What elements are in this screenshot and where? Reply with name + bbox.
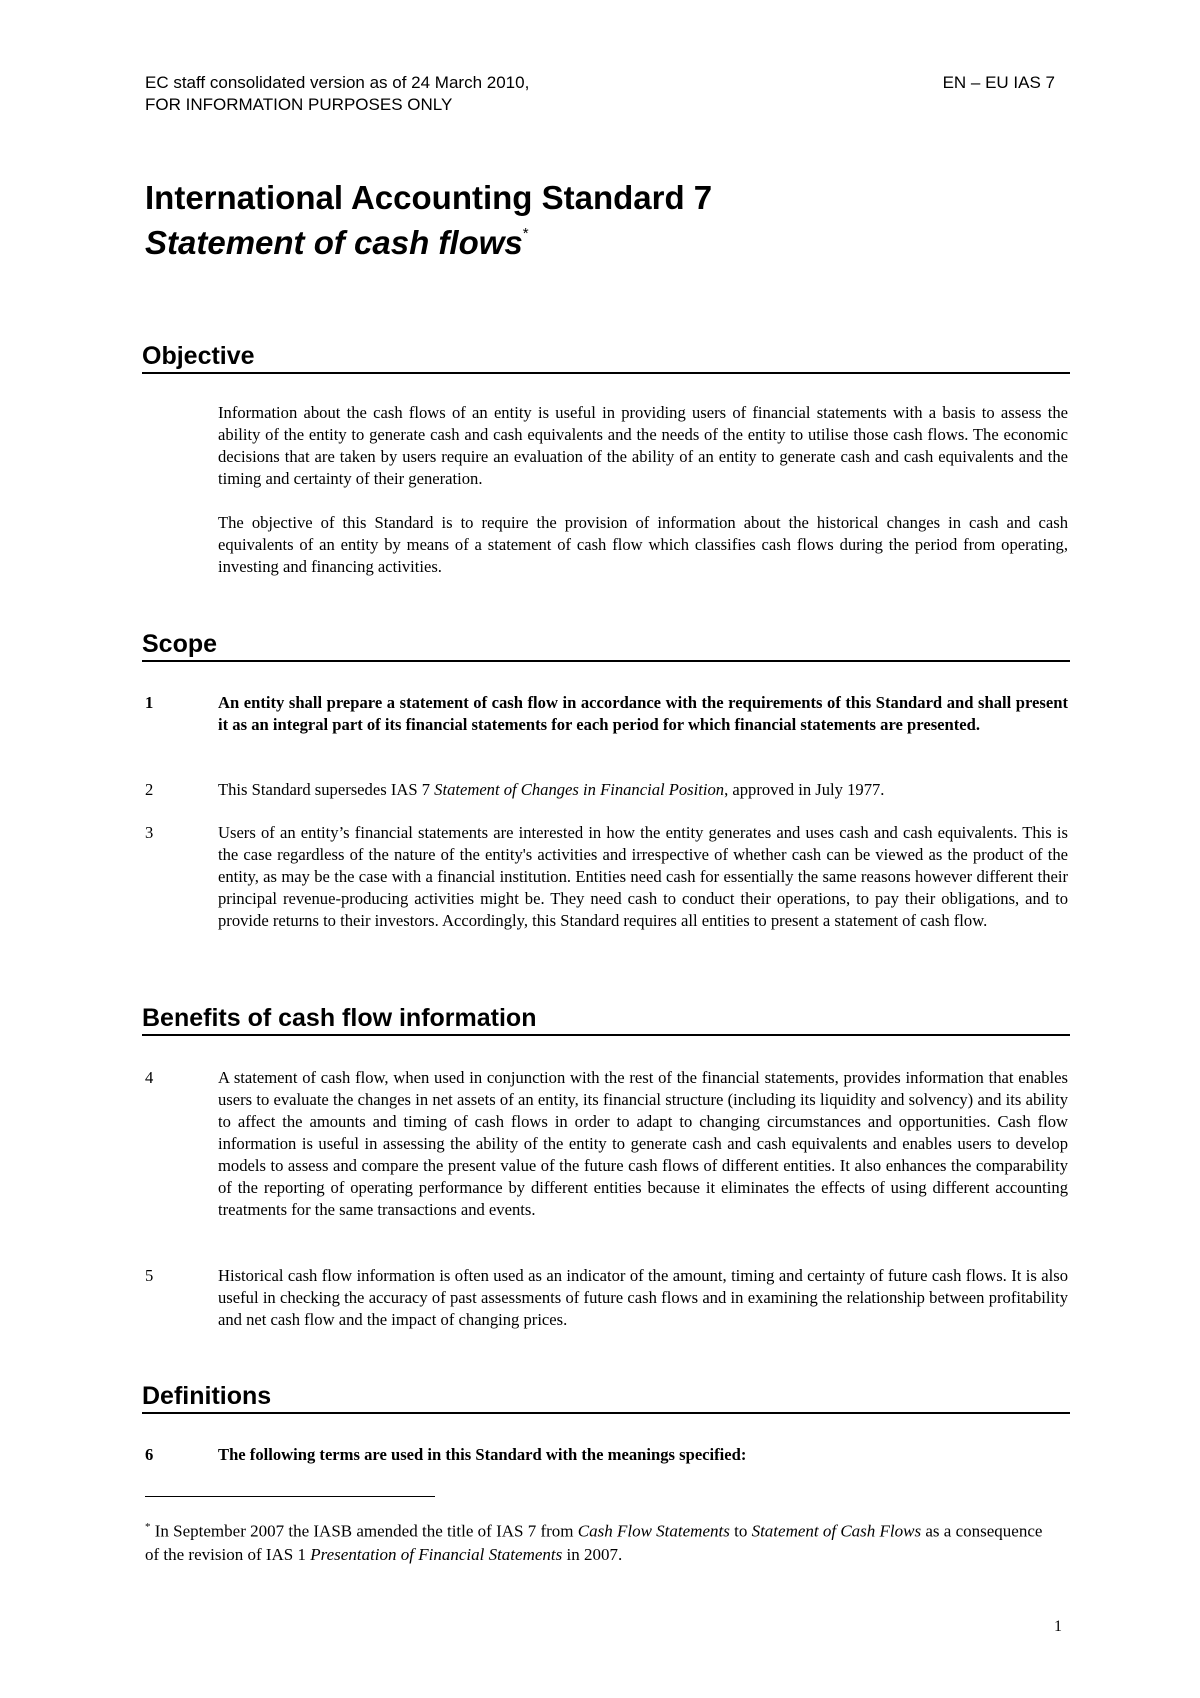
footnote-italic-1: Cash Flow Statements (577, 1521, 730, 1541)
scope-p2-italic: Statement of Changes in Financial Position (434, 780, 725, 799)
scope-paragraph-2 (218, 779, 1068, 801)
heading-scope: Scope (142, 629, 1070, 662)
footnote-text-4: in 2007. (562, 1544, 623, 1564)
paragraph-number-1: 1 (145, 693, 154, 712)
page-number: 1 (1054, 1618, 1062, 1635)
footnote (145, 1516, 1045, 1566)
running-header-left (145, 72, 529, 116)
footnote-text-2: to (729, 1521, 752, 1541)
title-footnote-marker: * (522, 225, 529, 242)
scope-p2-text-b: , approved in July 1977. (724, 780, 885, 799)
benefits-paragraph-4: A statement of cash flow, when used in conjunction with the rest of the financial statements, provides information that enables users to evaluate the changes in net assets of an entity, its financial structure (including its liquidity and solvency) and its ability to affect the amounts and timing of cash flows in order to adapt to changing circumstances and opportunities. Cash flow information is useful in assessing the ability of the entity to generate cash and cash equivalents and enables users to develop models to assess and compare the present value of the future cash flows of different entities. It also enhances the comparability of the reporting of operating performance by different entities because it eliminates the effects of using different accounting treatments for the same transactions and events. (218, 1068, 1068, 1219)
benefits-paragraph-5: Historical cash flow information is often used as an indicator of the amount, timing and certainty of future cash flows. It is also useful in checking the accuracy of past assessments of future cash flows and in examining the relationship between profitability and net cash flow and the impact of changing prices. (218, 1266, 1068, 1329)
heading-objective: Objective (142, 341, 1070, 374)
scope-p2-text-a: This Standard supersedes IAS 7 (218, 780, 435, 799)
running-header-right: EN – EU IAS 7 (942, 73, 1055, 92)
paragraph-number-4: 4 (145, 1068, 154, 1087)
footnote-text-3: as a consequence of the revision of IAS 1 (145, 1521, 1043, 1564)
scope-paragraph-1: An entity shall prepare a statement of cash flow in accordance with the requirements of this Standard and shall present it as an integral part of its financial statements for each period for which financial statements are presented. (218, 693, 1068, 734)
footnote-text-1: In September 2007 the IASB amended the title of IAS 7 from (150, 1521, 578, 1541)
header-info-line: FOR INFORMATION PURPOSES ONLY (145, 95, 453, 114)
header-version-line: EC staff consolidated version as of 24 March 2010, (145, 73, 530, 92)
definitions-paragraph-6: The following terms are used in this Standard with the meanings specified: (218, 1445, 747, 1464)
paragraph-number-3: 3 (145, 823, 154, 842)
heading-benefits: Benefits of cash flow information (142, 1003, 1070, 1036)
footnote-italic-2: Statement of Cash Flows (751, 1521, 922, 1541)
objective-paragraph-1: Information about the cash flows of an entity is useful in providing users of financial statements with a basis to assess the ability of the entity to generate cash and cash equivalents and the needs of the entity to utilise those cash flows. The economic decisions that are taken by users require an evaluation of the ability of an entity to generate cash and cash equivalents and the timing and certainty of their generation. (218, 403, 1068, 488)
title-sub-text: Statement of cash flows (145, 224, 523, 261)
document-title (145, 178, 1065, 263)
footnote-italic-3: Presentation of Financial Statements (310, 1544, 563, 1564)
heading-definitions: Definitions (142, 1381, 1070, 1414)
objective-paragraph-2: The objective of this Standard is to require the provision of information about the historical changes in cash and cash equivalents of an entity by means of a statement of cash flow which classifies cash flows during the period from operating, investing and financing activities. (218, 513, 1068, 576)
footnote-separator (145, 1496, 435, 1497)
title-sub (145, 218, 1065, 263)
title-main: International Accounting Standard 7 (145, 179, 713, 216)
paragraph-number-6: 6 (145, 1445, 154, 1464)
scope-paragraph-3: Users of an entity’s financial statements are interested in how the entity generates and uses cash and cash equivalents. This is the case regardless of the nature of the entity's activities and irrespective of whether cash can be viewed as the product of the entity, as may be the case with a financial institution. Entities need cash for essentially the same reasons however different their principal revenue-producing activities might be. They need cash to conduct their operations, to pay their obligations, and to provide returns to their investors. Accordingly, this Standard requires all entities to present a statement of cash flow. (218, 823, 1068, 930)
paragraph-number-2: 2 (145, 780, 154, 799)
footnote-marker: * (145, 1521, 151, 1533)
paragraph-number-5: 5 (145, 1266, 154, 1285)
